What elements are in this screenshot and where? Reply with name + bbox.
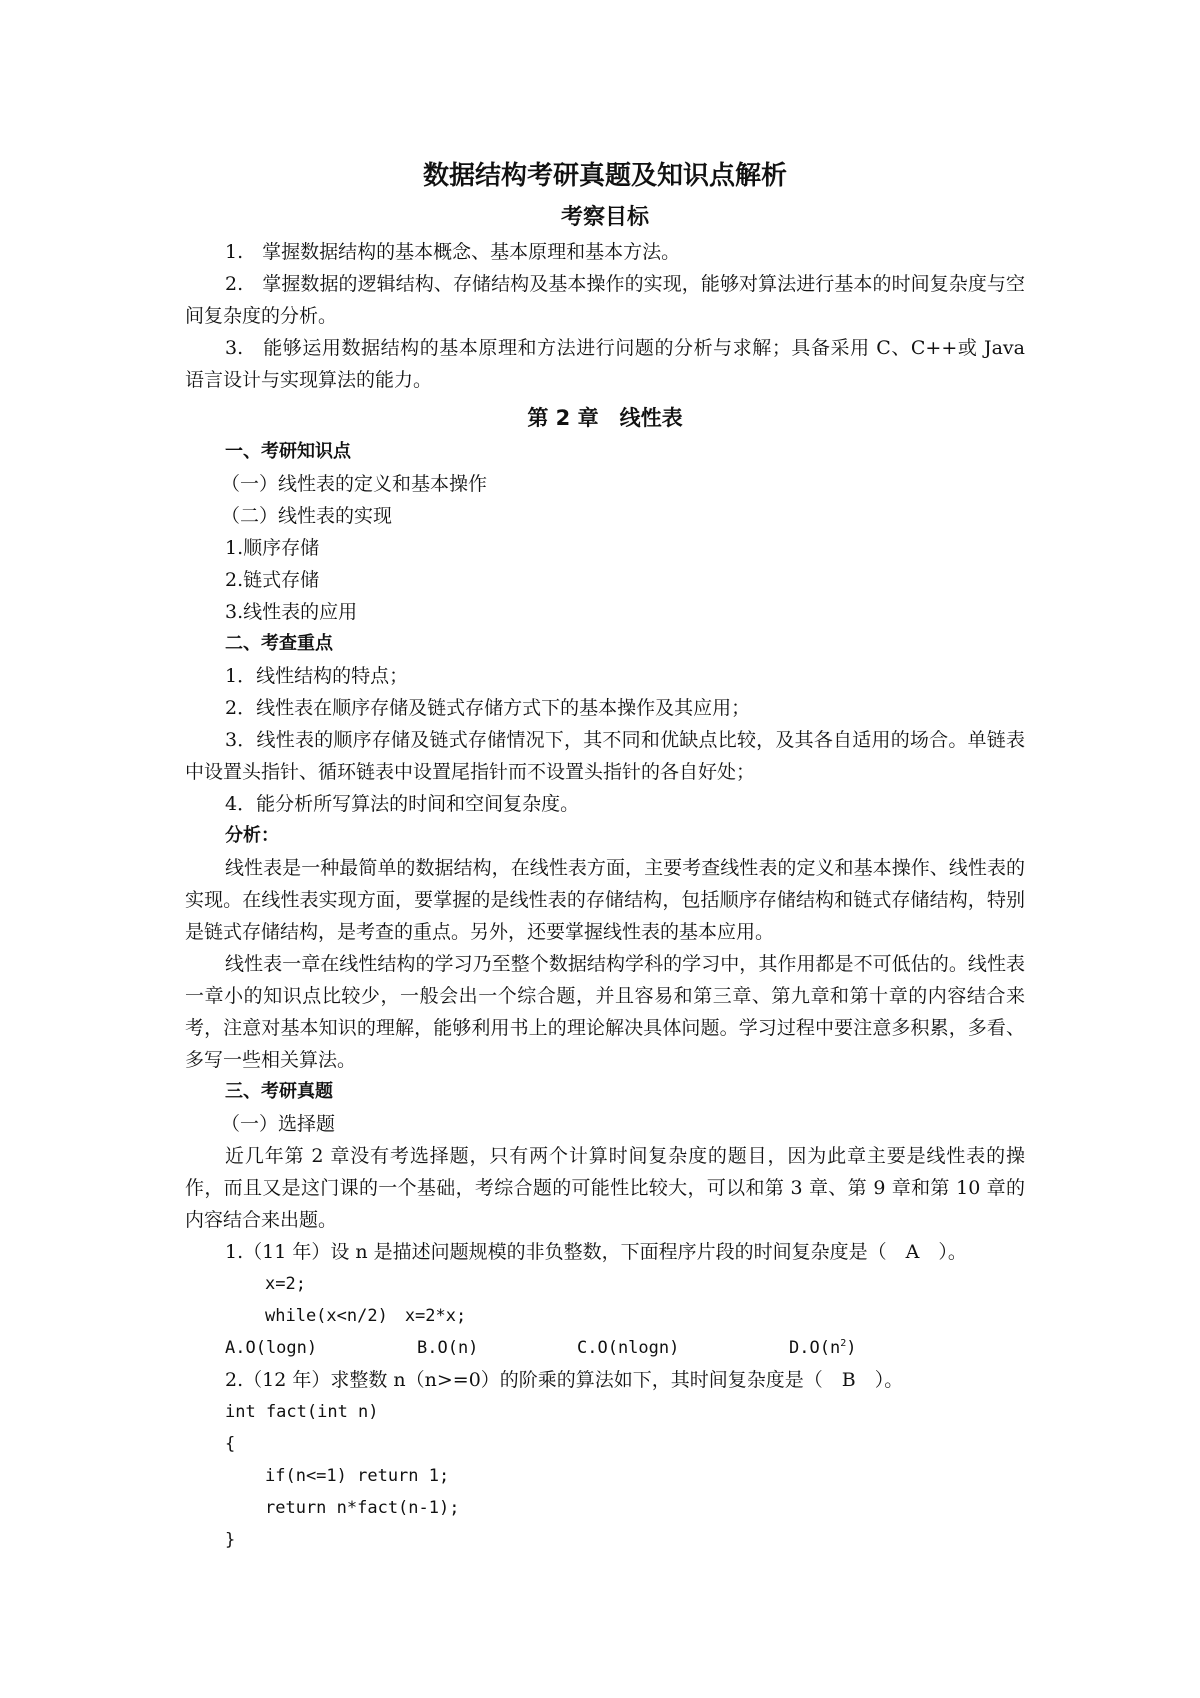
knowledge-item: （二）线性表的实现 (221, 505, 393, 527)
exam-subheading: （一）选择题 (221, 1113, 336, 1135)
analysis-heading: 分析： (225, 825, 279, 846)
option-d-exponent: 2 (840, 1338, 847, 1349)
knowledge-heading: 一、考研知识点 (225, 441, 351, 462)
objective-item-1: 1. 掌握数据结构的基本概念、基本原理和基本方法。 (225, 241, 681, 263)
exam-intro: 近几年第 2 章没有考选择题，只有两个计算时间复杂度的题目，因为此章主要是线性表的操作，而且又是这门课的一个基础，考综合题的可能性比较大，可以和第 3 章、第 9 章和第 10 章的内容结合来出题。 (185, 1145, 1025, 1231)
analysis-paragraph-2: 线性表一章在线性结构的学习乃至整个数据结构学科的学习中，其作用都是不可低估的。线性表一章小的知识点比较少，一般会出一个综合题，并且容易和第三章、第九章和第十章的内容结合来考，注意对基本知识的理解，能够利用书上的理论解决具体问题。学习过程中要注意多积累，多看、多写一些相关算法。 (185, 953, 1025, 1071)
question-1-code-line: while(x<n/2) x=2*x; (265, 1306, 467, 1326)
focus-item: 2．线性表在顺序存储及链式存储方式下的基本操作及其应用； (225, 697, 751, 719)
chapter-title: 第 2 章 线性表 (527, 406, 683, 430)
document-title: 数据结构考研真题及知识点解析 (422, 161, 787, 191)
question-2-code-line: int fact(int n) (225, 1402, 379, 1422)
focus-item: 1．线性结构的特点； (225, 665, 409, 687)
exam-heading: 三、考研真题 (225, 1081, 333, 1102)
knowledge-item: 1.顺序存储 (225, 537, 320, 559)
question-1-stem: 1.（11 年）设 n 是描述问题规模的非负整数，下面程序片段的时间复杂度是（ A ）。 (225, 1241, 967, 1263)
option-c: C.O(nlogn) (577, 1338, 680, 1358)
option-d (789, 1332, 856, 1364)
document-page (185, 150, 1025, 1556)
focus-heading: 二、考查重点 (225, 633, 333, 654)
option-a: A.O(logn) (225, 1338, 318, 1358)
objective-item-2: 2. 掌握数据的逻辑结构、存储结构及基本操作的实现，能够对算法进行基本的时间复杂度与空间复杂度的分析。 (185, 273, 1025, 327)
objective-item-3: 3. 能够运用数据结构的基本原理和方法进行问题的分析与求解；具备采用 C、C++或 Java 语言设计与实现算法的能力。 (185, 337, 1025, 391)
question-1-options (185, 1332, 1025, 1364)
knowledge-item: （一）线性表的定义和基本操作 (221, 473, 488, 495)
knowledge-item: 3.线性表的应用 (225, 601, 358, 623)
option-d-suffix: ) (846, 1338, 857, 1358)
option-b: B.O(n) (417, 1338, 479, 1358)
focus-item: 4．能分析所写算法的时间和空间复杂度。 (225, 793, 580, 815)
objectives-heading: 考察目标 (560, 205, 649, 230)
question-1-code-line: x=2; (265, 1274, 306, 1294)
question-2-stem: 2.（12 年）求整数 n（n>=0）的阶乘的算法如下，其时间复杂度是（ B ）。 (225, 1369, 904, 1391)
question-2-code-line: } (225, 1530, 236, 1550)
focus-item: 3．线性表的顺序存储及链式存储情况下，其不同和优缺点比较，及其各自适用的场合。单链表中设置头指针、循环链表中设置尾指针而不设置头指针的各自好处； (185, 729, 1025, 783)
knowledge-item: 2.链式存储 (225, 569, 320, 591)
option-d-prefix: D.O(n (789, 1338, 841, 1358)
analysis-paragraph-1: 线性表是一种最简单的数据结构，在线性表方面，主要考查线性表的定义和基本操作、线性表的实现。在线性表实现方面，要掌握的是线性表的存储结构，包括顺序存储结构和链式存储结构，特别是链式存储结构，是考查的重点。另外，还要掌握线性表的基本应用。 (185, 857, 1025, 943)
question-2-code-line: return n*fact(n-1); (265, 1498, 460, 1518)
question-2-code-line: { (225, 1434, 236, 1454)
question-2-code-line: if(n<=1) return 1; (265, 1466, 450, 1486)
